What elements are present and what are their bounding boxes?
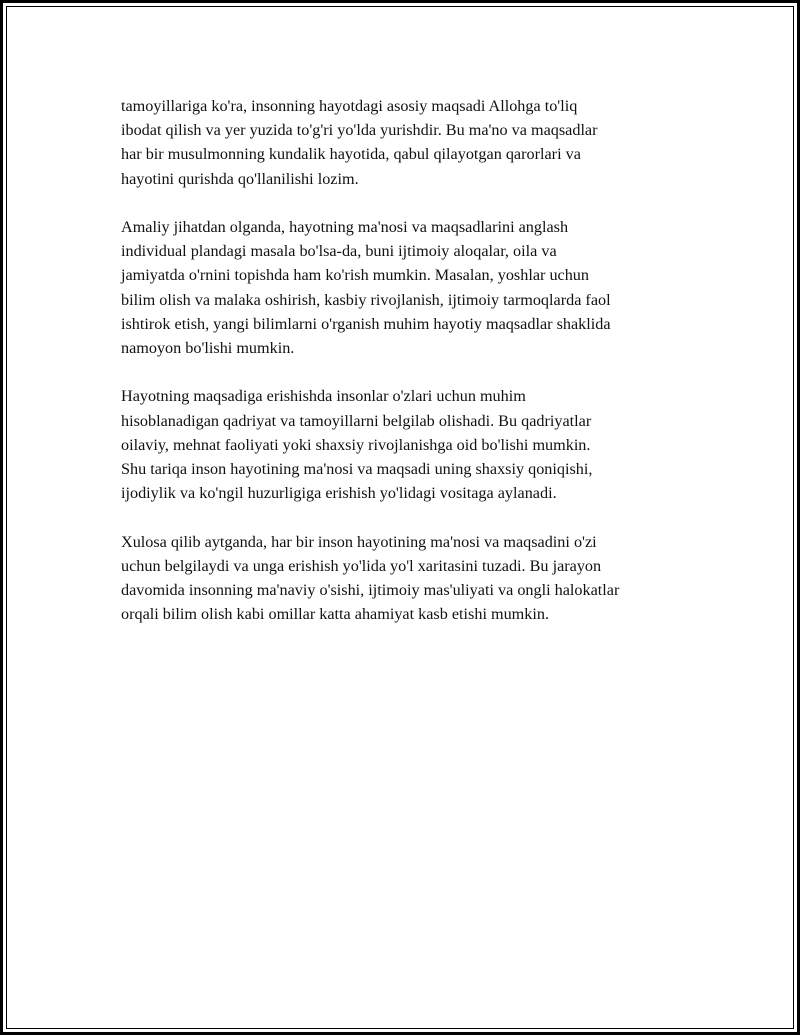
text-line: ijodiylik va ko'ngil huzurligiga erishish yo'lidagi vositaga aylanadi. [121, 484, 557, 503]
paragraph-2 [121, 215, 701, 360]
text-line: individual plandagi masala bo'lsa-da, buni ijtimoiy aloqalar, oila va [121, 242, 557, 261]
text-line: davomida insonning ma'naviy o'sishi, ijtimoiy mas'uliyati va ongli halokatlar [121, 581, 620, 600]
text-line: Amaliy jihatdan olganda, hayotning ma'nosi va maqsadlarini anglash [121, 218, 569, 236]
text-line: bilim olish va malaka oshirish, kasbiy rivojlanish, ijtimoiy tarmoqlarda faol [121, 290, 611, 309]
text-line: ishtirok etish, yangi bilimlarni o'rganish muhim hayotiy maqsadlar shaklida [121, 314, 611, 333]
text-line: jamiyatda o'rnini topishda ham ko'rish mumkin. Masalan, yoshlar uchun [121, 266, 589, 285]
text-line: tamoyillariga ko'ra, insonning hayotdagi asosiy maqsadi Allohga to'liq [121, 97, 578, 115]
text-line: Shu tariqa inson hayotining ma'nosi va maqsadi uning shaxsiy qoniqishi, [121, 460, 593, 479]
text-line: Hayotning maqsadiga erishishda insonlar o'zlari uchun muhim [121, 387, 526, 406]
text-line: orqali bilim olish kabi omillar katta ahamiyat kasb etishi mumkin. [121, 605, 549, 624]
text-line: ibodat qilish va yer yuzida to'g'ri yo'lda yurishdir. Bu ma'no va maqsadlar [121, 121, 598, 140]
text-line: Xulosa qilib aytganda, har bir inson hayotining ma'nosi va maqsadini o'zi [121, 532, 597, 551]
text-line: uchun belgilaydi va unga erishish yo'lida yo'l xaritasini tuzadi. Bu jarayon [121, 556, 602, 575]
text-line: hisoblanadigan qadriyat va tamoyillarni belgilab olishadi. Bu qadriyatlar [121, 411, 592, 430]
document-body [121, 94, 701, 651]
paragraph-1 [121, 94, 701, 191]
paragraph-3 [121, 384, 701, 505]
text-line: namoyon bo'lishi mumkin. [121, 339, 295, 358]
text-line: har bir musulmonning kundalik hayotida, qabul qilayotgan qarorlari va [121, 145, 581, 164]
text-line: hayotini qurishda qo'llanilishi lozim. [121, 169, 359, 188]
paragraph-4 [121, 530, 701, 627]
text-line: oilaviy, mehnat faoliyati yoki shaxsiy rivojlanishga oid bo'lishi mumkin. [121, 435, 591, 454]
